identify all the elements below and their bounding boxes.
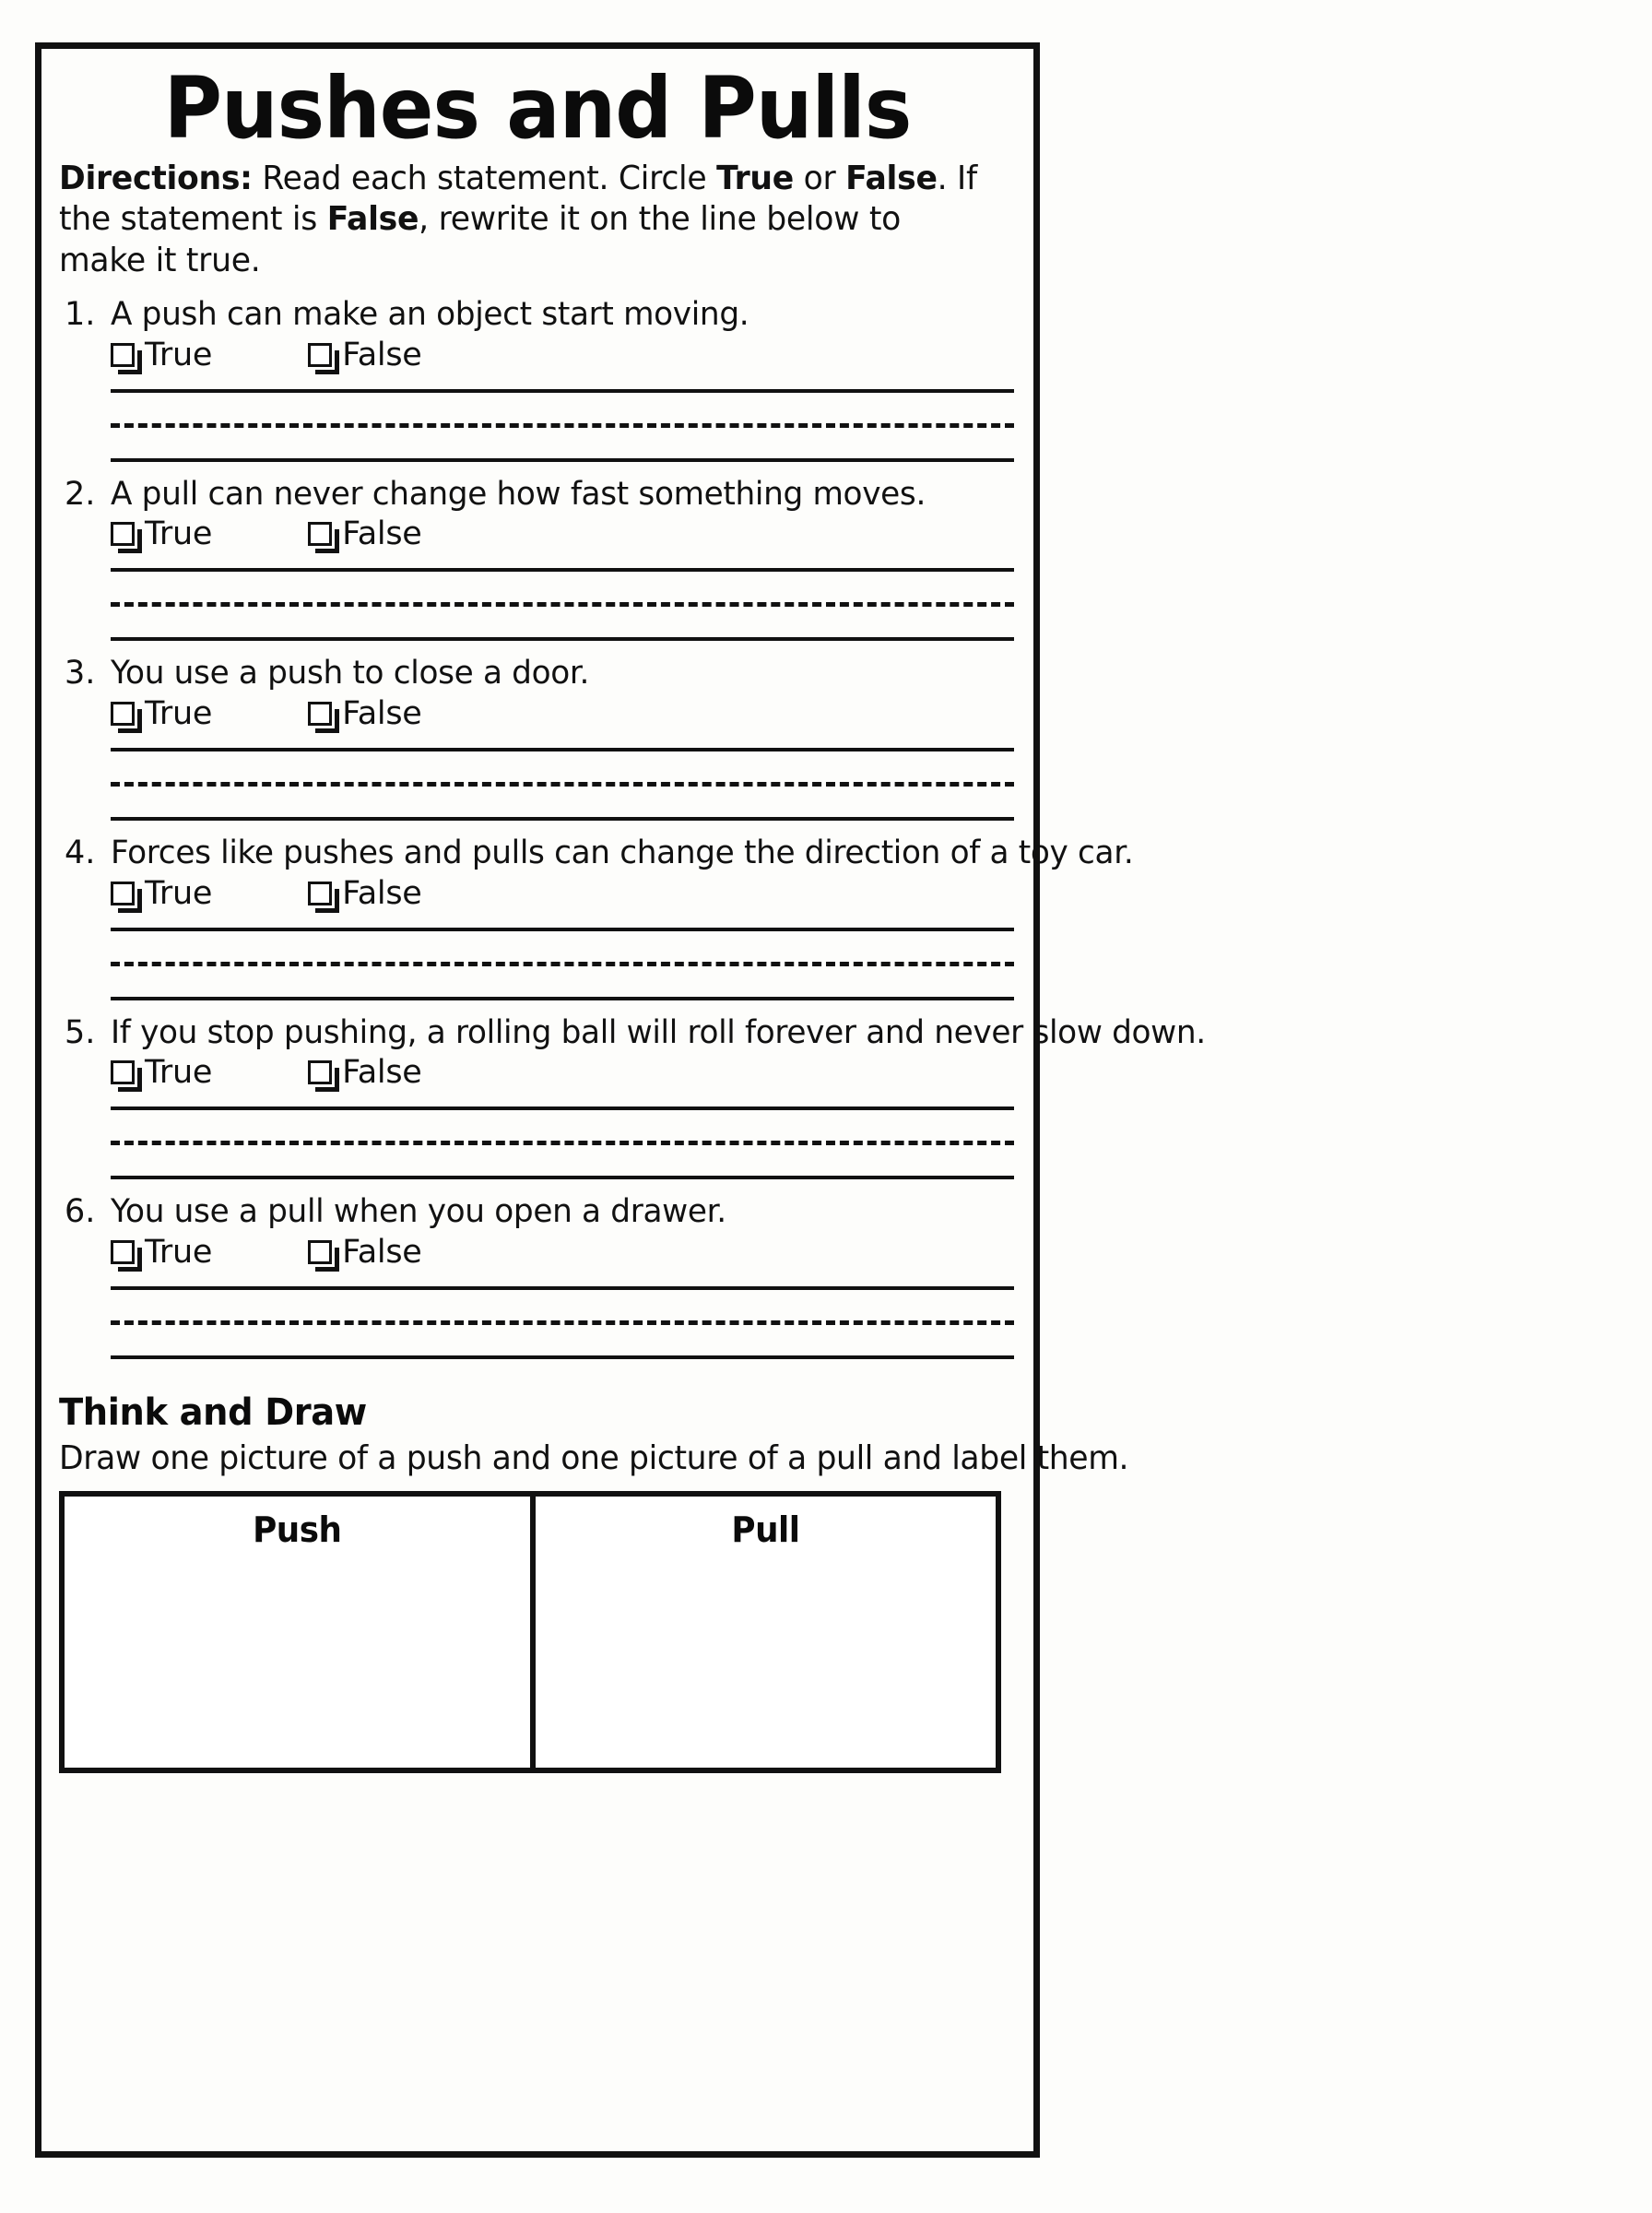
option-false[interactable]	[308, 336, 421, 374]
writing-gap	[111, 393, 1014, 423]
answer-writing-lines[interactable]	[111, 568, 1014, 641]
draw-box-pull[interactable]	[530, 1497, 996, 1768]
checkbox-icon[interactable]	[111, 522, 135, 546]
question-text: A push can make an object start moving.	[111, 295, 749, 333]
option-false-label: False	[342, 1054, 422, 1092]
answer-writing-lines[interactable]	[111, 1286, 1014, 1359]
option-false[interactable]	[308, 874, 421, 913]
question-statement-row	[59, 295, 1016, 335]
question-item	[59, 295, 1016, 462]
directions-paragraph	[59, 159, 992, 282]
option-true-label: True	[145, 874, 213, 912]
question-statement-row	[59, 834, 1134, 873]
checkbox-icon[interactable]	[308, 1240, 332, 1264]
option-true-label: True	[145, 1233, 213, 1271]
option-true[interactable]	[111, 874, 212, 913]
answer-writing-lines[interactable]	[111, 748, 1014, 821]
question-number: 3.	[65, 655, 96, 692]
directions-false-word-2: False	[326, 200, 419, 239]
question-number: 4.	[65, 834, 96, 871]
checkbox-icon[interactable]	[111, 1240, 135, 1264]
writing-gap	[111, 1145, 1014, 1176]
answer-options	[111, 515, 1016, 553]
writing-gap	[111, 751, 1014, 782]
option-false[interactable]	[308, 1233, 421, 1272]
writing-gap	[111, 931, 1014, 962]
directions-false-word: False	[845, 159, 938, 197]
question-text: A pull can never change how fast something moves.	[111, 475, 926, 513]
page-title: Pushes and Pulls	[163, 59, 912, 158]
question-number: 5.	[65, 1013, 96, 1051]
option-false[interactable]	[308, 1053, 421, 1092]
question-text: If you stop pushing, a rolling ball will roll forever and never slow down.	[111, 1013, 1206, 1051]
checkbox-icon[interactable]	[308, 343, 332, 367]
writing-gap	[111, 787, 1014, 817]
writing-gap	[111, 572, 1014, 602]
question-statement-row	[59, 1013, 1206, 1053]
checkbox-icon[interactable]	[308, 702, 332, 726]
option-false-label: False	[342, 515, 422, 553]
answer-writing-lines[interactable]	[111, 389, 1014, 462]
directions-part2: or	[793, 159, 846, 197]
option-true-label: True	[145, 694, 213, 732]
writing-line-bottom	[111, 1176, 1014, 1179]
worksheet-sheet	[35, 42, 1206, 2158]
writing-gap	[111, 1290, 1014, 1320]
writing-gap	[111, 1110, 1014, 1141]
option-false-label: False	[342, 1233, 422, 1271]
question-statement-row	[59, 475, 1016, 515]
think-and-draw-heading: Think and Draw	[59, 1391, 367, 1434]
checkbox-icon[interactable]	[308, 882, 332, 905]
writing-gap	[111, 607, 1014, 637]
checkbox-icon[interactable]	[308, 1060, 332, 1084]
question-number: 1.	[65, 295, 96, 333]
option-true-label: True	[145, 1054, 213, 1092]
option-false-label: False	[342, 694, 422, 732]
checkbox-icon[interactable]	[308, 522, 332, 546]
directions-label: Directions:	[59, 159, 253, 197]
option-false[interactable]	[308, 694, 421, 733]
option-false[interactable]	[308, 515, 421, 553]
writing-line-bottom	[111, 458, 1014, 462]
option-true[interactable]	[111, 694, 212, 733]
question-item	[59, 1192, 1016, 1359]
checkbox-icon[interactable]	[111, 702, 135, 726]
writing-gap	[111, 1325, 1014, 1355]
think-and-draw-instruction: Draw one picture of a push and one picture of a pull and label them.	[59, 1438, 1129, 1477]
option-true[interactable]	[111, 336, 212, 374]
checkbox-icon[interactable]	[111, 343, 135, 367]
writing-gap	[111, 966, 1014, 997]
question-text: You use a pull when you open a drawer.	[111, 1193, 726, 1231]
question-number: 2.	[65, 475, 96, 513]
question-item	[59, 654, 1016, 821]
writing-gap	[111, 428, 1014, 458]
answer-writing-lines[interactable]	[111, 1106, 1014, 1179]
writing-line-bottom	[111, 817, 1014, 821]
question-number: 6.	[65, 1193, 96, 1231]
directions-part3: . If the statement is	[59, 159, 977, 239]
draw-boxes	[59, 1491, 1001, 1773]
option-true-label: True	[145, 336, 213, 373]
directions-part1: Read each statement. Circle	[252, 159, 717, 197]
writing-line-bottom	[111, 1355, 1014, 1359]
draw-box-push[interactable]	[65, 1497, 530, 1768]
question-text: You use a push to close a door.	[111, 655, 590, 692]
draw-box-pull-label: Pull	[731, 1509, 800, 1551]
question-item	[59, 834, 1134, 1000]
question-statement-row	[59, 1192, 1016, 1232]
answer-writing-lines[interactable]	[111, 928, 1014, 1000]
option-true[interactable]	[111, 1053, 212, 1092]
question-text: Forces like pushes and pulls can change the direction of a toy car.	[111, 834, 1134, 871]
answer-options	[111, 694, 1016, 733]
question-item	[59, 475, 1016, 642]
answer-options	[111, 874, 1016, 913]
draw-box-push-label: Push	[253, 1509, 342, 1551]
directions-part4: , rewrite it on the line below to make it true.	[59, 200, 902, 280]
answer-options	[111, 336, 1016, 374]
checkbox-icon[interactable]	[111, 882, 135, 905]
option-true[interactable]	[111, 1233, 212, 1272]
option-true-label: True	[145, 515, 213, 553]
option-false-label: False	[342, 874, 422, 912]
option-true[interactable]	[111, 515, 212, 553]
option-false-label: False	[342, 336, 422, 373]
writing-line-bottom	[111, 997, 1014, 1000]
checkbox-icon[interactable]	[111, 1060, 135, 1084]
question-statement-row	[59, 654, 1016, 693]
writing-line-bottom	[111, 637, 1014, 641]
directions-true-word: True	[716, 159, 794, 197]
question-item	[59, 1013, 1206, 1180]
answer-options	[111, 1053, 1016, 1092]
question-list	[59, 295, 1206, 1359]
answer-options	[111, 1233, 1016, 1272]
